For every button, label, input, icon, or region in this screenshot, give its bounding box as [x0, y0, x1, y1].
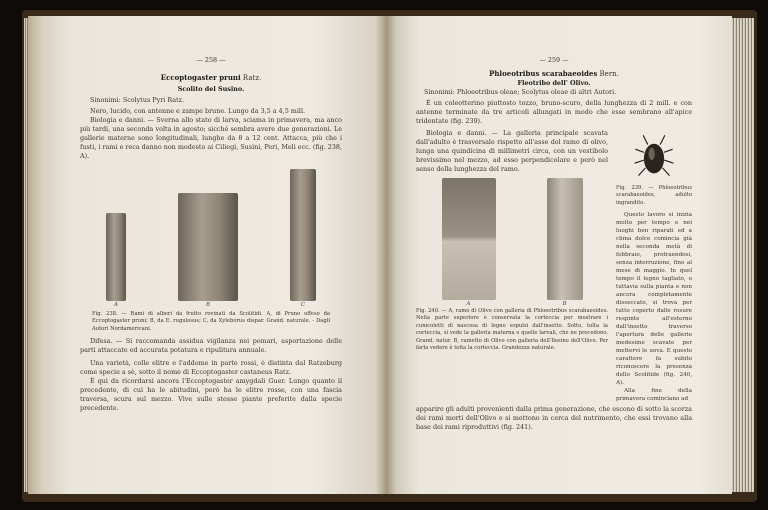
left-page — [28, 16, 386, 494]
paragraph: È qui da ricordarsi ancora l'Eccoptogaster amygdali Guer. Lungo quanto il precedente, di cui ha le abitudini, però ha le elitre rosse, con una fascia traversa, scura sul mezzo. Vive sulle stesse piante preferite dalla specie precedente. — [80, 377, 342, 413]
figure-label: C — [300, 302, 306, 308]
page-edges-right — [732, 18, 754, 492]
figure-238 — [80, 169, 342, 309]
common-name: Fleotribo dell' Olivo. — [517, 79, 591, 87]
description: Nero, lucido, con antenne e zampe brune. Lungo da 3,5 a 4,5 mill. — [90, 107, 306, 115]
description: È un coleotterino piuttosto tozzo, bruno-scuro, della lunghezza di 2 mill. e con antenne terminate da tre articoli allungati in modo che esse sembrano all'apice tridentate (fig. 239). — [416, 99, 692, 125]
figure-a-branch — [106, 213, 126, 301]
figure-240 — [416, 178, 608, 308]
species-title: Phloeotribus scarabaeoides — [489, 69, 598, 78]
page-number: — 259 — — [539, 56, 569, 64]
common-name: Scolito del Susino. — [177, 85, 245, 93]
left-page-column — [80, 56, 342, 413]
figure-c-branch — [290, 169, 316, 301]
bottom-paragraph: apparire gli adulti provenienti dalla prima generazione, che escono di sotto la scorza dei rami morti dell'Olivo e si mettono in cerca del nutrimento, che essi trovano alla base dei rami riproduttivi (fig. 241). — [416, 405, 692, 432]
figure-label: B — [205, 302, 211, 308]
figure-b-olive-branch — [547, 178, 583, 300]
figure-caption: Fig. 240. — A, ramo di Olivo con galleria di Phloeotribus scarabaeoides. Nella parte superiore è conservata la corteccia per mostrare i cunicoletti di nascosa di legno espulsi dall'insetto. Sotto, tolta la corteccia, si vede la galleria materna e quelle larvali, che ne procedono. Grand. natur. B, rametto di Olivo con galleria dell'Ilesino dell'Olivo. Per farla vedere è tolta la corteccia. Grandezza naturale. — [416, 308, 608, 352]
figure-label: A — [466, 301, 471, 307]
right-page — [386, 16, 732, 494]
figure-caption: Fig. 238. — Rami di alberi da frutto rovinati da Scolitidi. A, di Pruno offeso da Eccoptogaster pruni; B, da E. rugulosus; C, da Xyleborus dispar. Grand. naturale. - Dagli Autori Nordamericani. — [92, 311, 330, 332]
right-page-column — [416, 56, 692, 432]
species-author: Ratz. — [242, 74, 262, 82]
side-column-paragraph-2: Alla fine della primavera cominciano ad — [616, 388, 692, 403]
species-author: Bern. — [599, 70, 619, 78]
figure-label: B — [562, 301, 567, 307]
synonyms: Sinonimi: Scolytus Pyri Ratz. — [90, 96, 185, 104]
biology-paragraph: Biologia e danni. — La galleria principale scavata dall'adulto è trasversale rispetto all'asse del ramo di olivo, lunga una quindicina di millimetri circa, con un vestibolo brevissimo nel mezzo, ad esso perpendicolare e però nel senso della lunghezza del ramo. — [416, 129, 608, 173]
biology-paragraph: Biologia e danni. — Sverna allo stato di larva, sciama in primavera, ma anco più tardi, una seconda volta in agosto; sicché sembra avere due generazioni. Le gallerie materne sono longitudinali, lunghe da 8 a 12 cent. Attacca, più che i fusti, i rami e reca danno non modesto ai Ciliegi, Susini, Peri, Meli ecc. (fig. 238, A). — [80, 116, 342, 160]
side-column — [616, 129, 692, 403]
side-column-paragraph: Questo lavoro si inizia molto per tempo e nei luoghi ben riparati ed a clima dolce comincia già nella seconda metà di febbraio, protraendosi, senza interruzione, fino al mese di maggio. In quel tempo il legno tagliato, o tuttavia sulla pianta e non ancora completamente disseccato, si trova per tutto coperto dalle rosure respinte all'esterno dall'insetto traverso l'apertura delle gallerie medesime scavate per mettervi le uova. E questo carattere fa subito riconoscere la presenza dello Scolitide (fig. 240, A). — [616, 212, 692, 387]
beetle-illustration — [626, 129, 682, 185]
figure-a-olive-branch — [442, 178, 496, 300]
beetle-caption: Fig. 239. — Phloeotribus scarabaeoides, adulto ingrandito. — [616, 185, 692, 206]
page-number: — 258 — — [196, 56, 226, 64]
figure-label: A — [114, 302, 118, 308]
main-column — [416, 129, 608, 403]
two-column-section — [416, 129, 692, 403]
synonyms: Sinonimi: Phloeotribus oleae; Scolytus oleae di altri Autori. — [424, 88, 617, 96]
species-title: Eccoptogaster pruni — [160, 73, 241, 82]
paragraph: Una varietà, colle elitre e l'addome in parte rossi, è distinta dal Ratzeburg come specie a sè, sotto il nome di Eccoptogaster castaneus Ratz. — [80, 359, 342, 377]
defense-paragraph: Difesa. — Si raccomanda assidua vigilanza nei pomari, asportazione delle parti attaccate ed accurata potatura e ripulitura annuale. — [80, 337, 342, 355]
figure-b-bark — [178, 193, 238, 301]
